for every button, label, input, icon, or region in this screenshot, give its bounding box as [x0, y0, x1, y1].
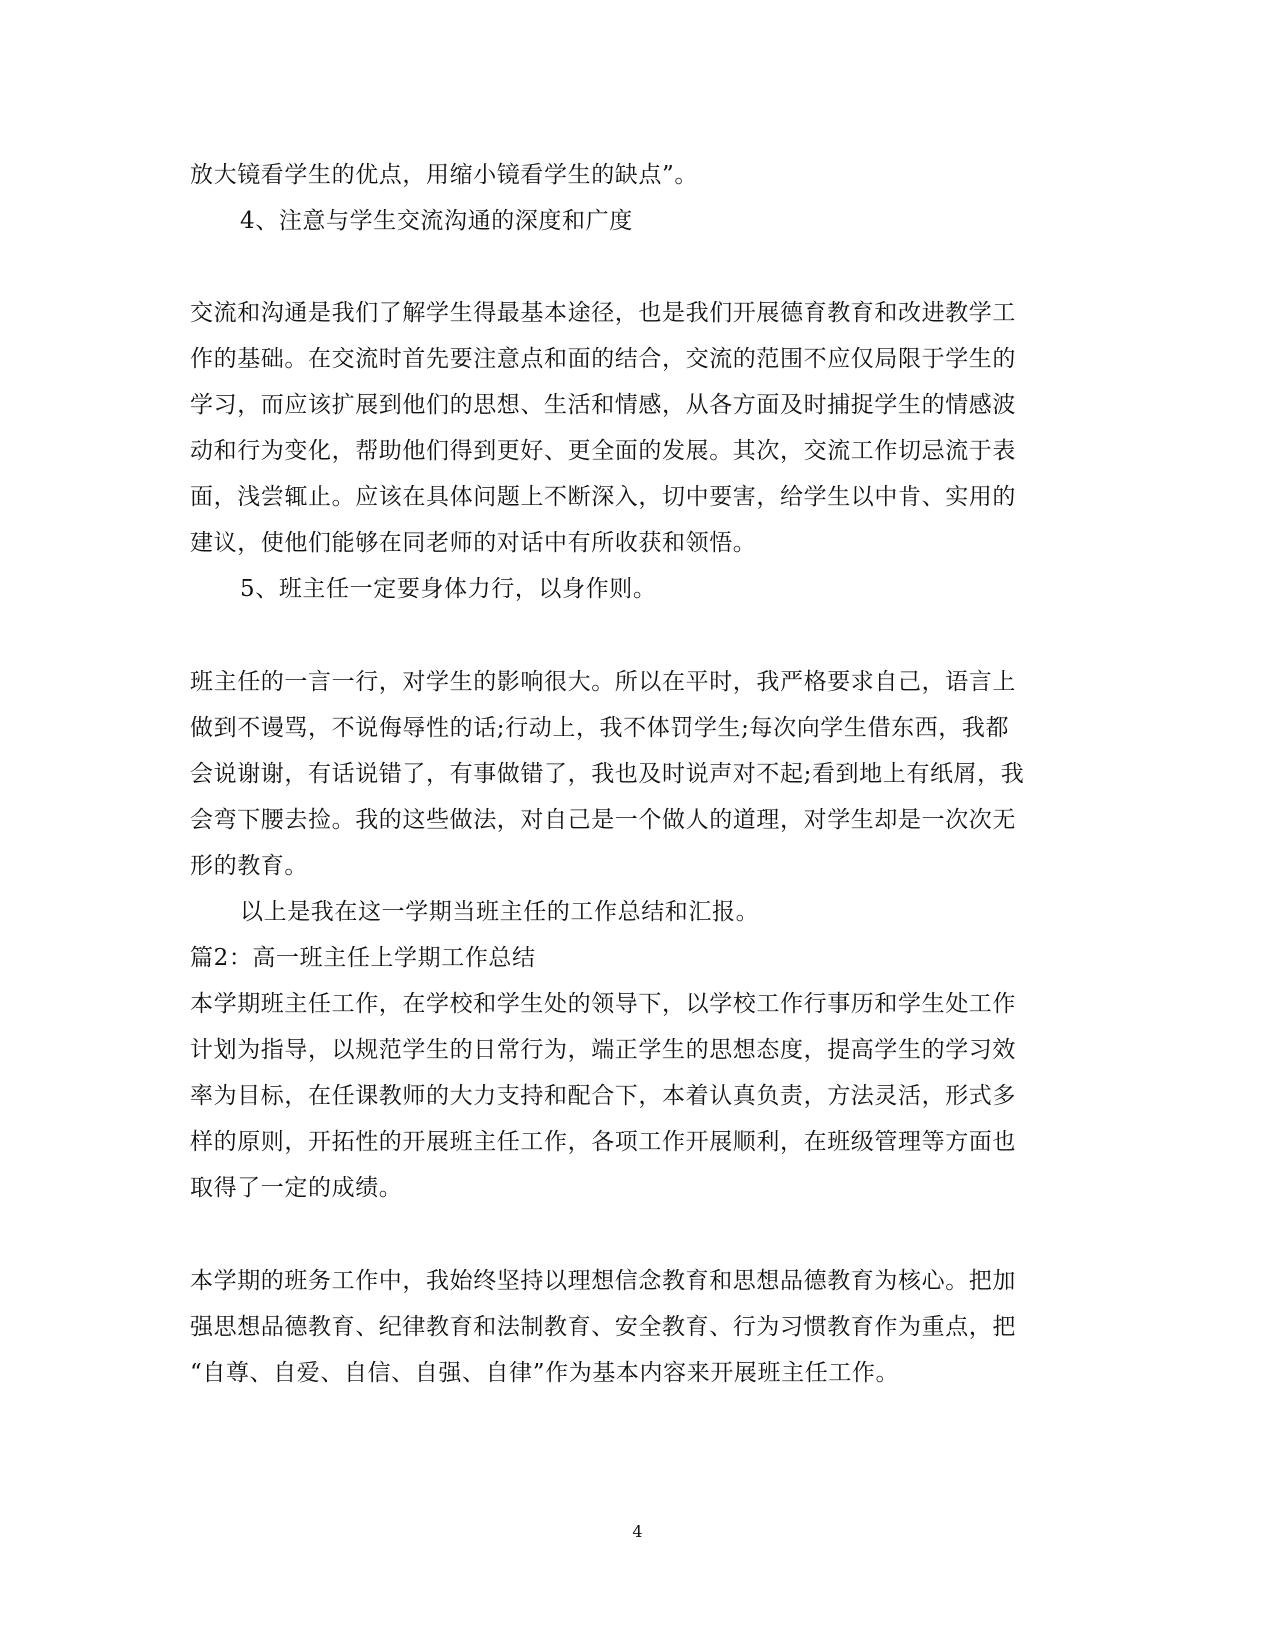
text-line: 本学期的班务工作中，我始终坚持以理想信念教育和思想品德教育为核心。把加 [190, 1268, 1016, 1294]
text-line: 作的基础。在交流时首先要注意点和面的结合，交流的范围不应仅局限于学生的 [190, 346, 1016, 372]
text-line: 会说谢谢，有话说错了，有事做错了，我也及时说声对不起;看到地上有纸屑，我 [190, 761, 1025, 787]
text-line: 计划为指导，以规范学生的日常行为，端正学生的思想态度，提高学生的学习效 [190, 1037, 1016, 1063]
text-line: 做到不谩骂，不说侮辱性的话;行动上，我不体罚学生;每次向学生借东西，我都 [190, 715, 1010, 741]
text-line: 放大镜看学生的优点，用缩小镜看学生的缺点”。 [190, 162, 698, 188]
text-line: 会弯下腰去捡。我的这些做法，对自己是一个做人的道理，对学生却是一次次无 [190, 807, 1016, 833]
text-line: 班主任的一言一行，对学生的影响很大。所以在平时，我严格要求自己，语言上 [190, 669, 1016, 695]
text-line: 学习，而应该扩展到他们的思想、生活和情感，从各方面及时捕捉学生的情感波 [190, 392, 1016, 418]
text-line: 率为目标，在任课教师的大力支持和配合下，本着认真负责，方法灵活，形式多 [190, 1083, 1016, 1109]
text-line: 以上是我在这一学期当班主任的工作总结和汇报。 [240, 899, 760, 925]
text-line: 强思想品德教育、纪律教育和法制教育、安全教育、行为习惯教育作为重点，把 [190, 1314, 1016, 1340]
article-title: 篇2：高一班主任上学期工作总结 [190, 945, 536, 971]
page-number: 4 [632, 1522, 643, 1541]
text-line: 本学期班主任工作，在学校和学生处的领导下，以学校工作行事历和学生处工作 [190, 991, 1016, 1017]
text-line: 交流和沟通是我们了解学生得最基本途径，也是我们开展德育教育和改进教学工 [190, 300, 1016, 326]
section-heading: 5、班主任一定要身体力行，以身作则。 [240, 576, 657, 602]
text-line: 形的教育。 [190, 853, 308, 879]
text-line: “自尊、自爱、自信、自强、自律”作为基本内容来开展班主任工作。 [190, 1360, 900, 1386]
section-heading: 4、注意与学生交流沟通的深度和广度 [240, 208, 633, 234]
text-line: 动和行为变化，帮助他们得到更好、更全面的发展。其次，交流工作切忌流于表 [190, 438, 1016, 464]
text-line: 面，浅尝辄止。应该在具体问题上不断深入，切中要害，给学生以中肯、实用的 [190, 484, 1016, 510]
text-line: 样的原则，开拓性的开展班主任工作，各项工作开展顺利，在班级管理等方面也 [190, 1129, 1016, 1155]
text-line: 取得了一定的成绩。 [190, 1175, 403, 1201]
text-line: 建议，使他们能够在同老师的对话中有所收获和领悟。 [190, 530, 757, 556]
